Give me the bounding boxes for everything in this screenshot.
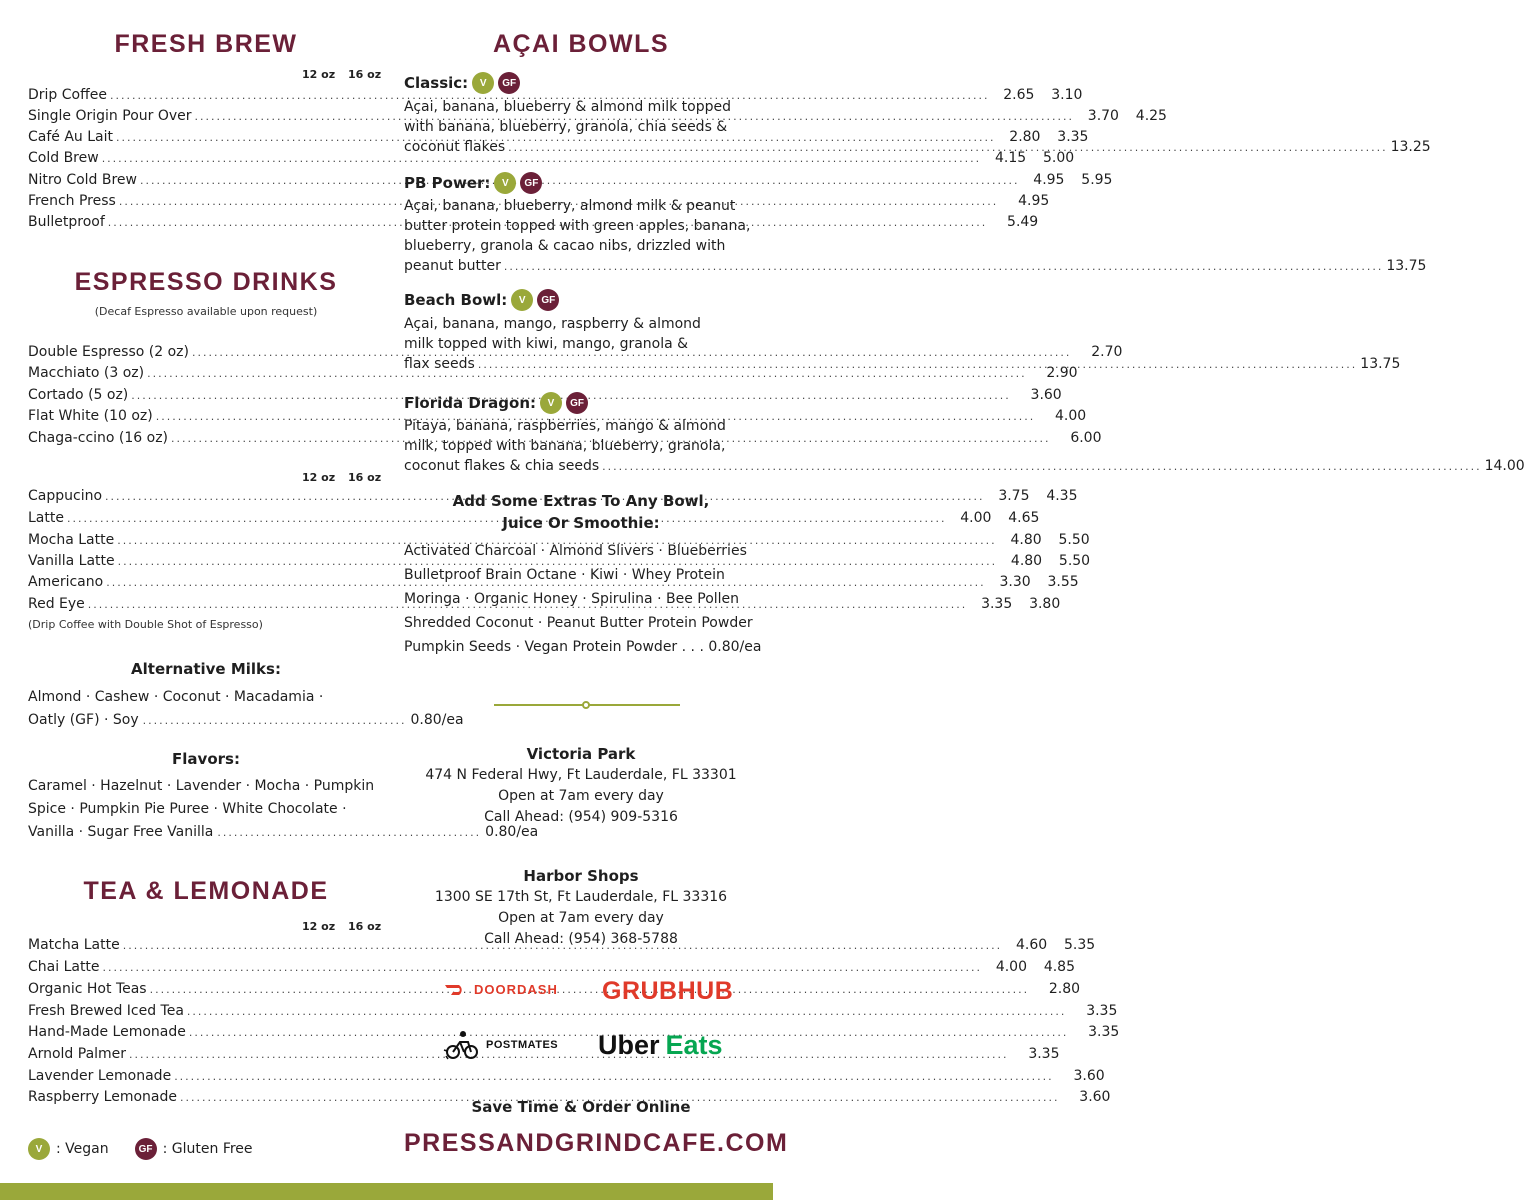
postmates-logo[interactable]: POSTMATES <box>444 1030 558 1060</box>
size-header-12: 12 oz <box>302 68 336 81</box>
extras-title-1: Add Some Extras To Any Bowl, <box>452 492 710 510</box>
grubhub-logo[interactable]: GRUBHUB <box>602 977 734 1005</box>
size-header-16: 16 oz <box>348 471 382 484</box>
location-victoria-park: Victoria Park 474 N Federal Hwy, Ft Lauderdale, FL 33301 Open at 7am every day Call Ahead: (954) 909-5316 <box>425 745 737 825</box>
menu-item: Americano ..... 3.30 3.55 <box>28 572 384 593</box>
bowl-florida-dragon-desc: Pitaya, banana, raspberries, mango & almond milk, topped with banana, blueberry, granola, coconut flakes & chia seeds ..... 14.00 <box>404 416 758 477</box>
menu-item: Drip Coffee ..... 2.65 3.10 <box>28 85 384 106</box>
vegan-badge-icon: V <box>472 72 494 94</box>
ornament-divider <box>494 700 680 710</box>
menu-item: Bulletproof ..... 5.49 <box>28 212 384 233</box>
menu-item: Lavender Lemonade ..... 3.60 <box>28 1066 384 1087</box>
menu-item: Latte ..... 4.00 4.65 <box>28 508 384 529</box>
menu-item: Café Au Lait ..... 2.80 3.35 <box>28 127 384 148</box>
menu-item: Organic Hot Teas ..... 2.80 <box>28 979 384 1000</box>
doordash-logo[interactable]: DOORDASH <box>444 982 558 997</box>
order-online-label: Save Time & Order Online <box>471 1098 691 1116</box>
flavors-title: Flavors: <box>172 750 240 768</box>
bowl-classic-desc: Açai, banana, blueberry & almond milk topped with banana, blueberry, granola, chia seeds & coconut flakes ..... 13.25 <box>404 97 758 158</box>
menu-item: Mocha Latte ..... 4.80 5.50 <box>28 530 384 551</box>
location-harbor-shops: Harbor Shops 1300 SE 17th St, Ft Lauderdale, FL 33316 Open at 7am every day Call Ahead: (954) 368-5788 <box>434 867 728 947</box>
extras-title-2: Juice Or Smoothie: <box>502 514 660 532</box>
menu-item: Cortado (5 oz) ..... 3.60 <box>28 385 384 406</box>
size-header-16: 16 oz <box>348 920 382 933</box>
vegan-badge-icon: V <box>28 1138 50 1160</box>
menu-item: Nitro Cold Brew ..... 4.95 5.95 <box>28 170 384 191</box>
menu-item: Vanilla Latte ..... 4.80 5.50 <box>28 551 384 572</box>
menu-item: Chaga-ccino (16 oz) ..... 6.00 <box>28 428 384 449</box>
gluten-free-badge-icon: GF <box>537 289 559 311</box>
bowl-pb-power-name: PB Power: V GF <box>404 172 542 194</box>
size-header-16: 16 oz <box>348 68 382 81</box>
decaf-note: (Decaf Espresso available upon request) <box>94 305 318 318</box>
menu-item: Fresh Brewed Iced Tea ..... 3.35 <box>28 1001 384 1022</box>
menu-item: Single Origin Pour Over ..... 3.70 4.25 <box>28 106 384 127</box>
fresh-brew-title: FRESH BREW <box>114 30 298 58</box>
website-link[interactable]: PRESSANDGRINDCAFE.COM <box>404 1129 789 1157</box>
bowl-pb-power-desc: Açai, banana, blueberry, almond milk & peanut butter protein topped with green apples, banana, blueberry, granola & cacao nibs, drizzled with peanut butter ..... 13.75 <box>404 196 758 277</box>
vegan-label: : Vegan <box>56 1141 109 1157</box>
size-header-12: 12 oz <box>302 471 336 484</box>
tea-title: TEA & LEMONADE <box>83 877 329 905</box>
bowl-classic-name: Classic: V GF <box>404 72 520 94</box>
menu-item: Matcha Latte ..... 4.60 5.35 <box>28 935 384 956</box>
gluten-free-badge-icon: GF <box>498 72 520 94</box>
menu-item: Hand-Made Lemonade ..... 3.35 <box>28 1022 384 1043</box>
menu-item: Macchiato (3 oz) ..... 2.90 <box>28 363 384 384</box>
alt-milks-title: Alternative Milks: <box>131 660 281 678</box>
flavors-list: Caramel · Hazelnut · Lavender · Mocha · Pumpkin Spice · Pumpkin Pie Puree · White Chocolate · Vanilla · Sugar Free Vanilla ................................................ 0.80/ea <box>28 778 539 840</box>
vegan-badge-icon: V <box>494 172 516 194</box>
size-header-12: 12 oz <box>302 920 336 933</box>
espresso-title: ESPRESSO DRINKS <box>74 268 338 296</box>
menu-item: Flat White (10 oz) ..... 4.00 <box>28 406 384 427</box>
bowl-florida-dragon-name: Florida Dragon: V GF <box>404 392 588 414</box>
bowl-beach-name: Beach Bowl: V GF <box>404 289 559 311</box>
extras-list: Activated Charcoal · Almond Slivers · Blueberries Bulletproof Brain Octane · Kiwi · Whey Protein Moringa · Organic Honey · Spirulina · Bee Pollen Shredded Coconut · Peanut Butter Protein Powder Pumpkin Seeds · Vegan Protein Powder . . . 0.80/ea <box>404 543 762 655</box>
menu-item: Chai Latte ..... 4.00 4.85 <box>28 957 384 978</box>
vegan-badge-icon: V <box>540 392 562 414</box>
postmates-courier-icon <box>444 1030 480 1060</box>
uber-eats-logo[interactable]: Uber Eats <box>598 1030 723 1060</box>
doordash-icon <box>444 983 468 997</box>
menu-item: Red Eye ..... 3.35 3.80 <box>28 594 384 615</box>
menu-item: Double Espresso (2 oz) ..... 2.70 <box>28 342 384 363</box>
menu-item: French Press ..... 4.95 <box>28 191 384 212</box>
diet-legend <box>28 1138 253 1160</box>
menu-item: Cold Brew ..... 4.15 5.00 <box>28 148 384 169</box>
red-eye-note: (Drip Coffee with Double Shot of Espresso) <box>28 618 263 631</box>
acai-title: AÇAI BOWLS <box>492 30 670 58</box>
gluten-free-label: : Gluten Free <box>162 1141 253 1157</box>
vegan-badge-icon: V <box>511 289 533 311</box>
gluten-free-badge-icon: GF <box>520 172 542 194</box>
gluten-free-badge-icon: GF <box>566 392 588 414</box>
menu-item: Arnold Palmer ..... 3.35 <box>28 1044 384 1065</box>
footer-bar <box>0 1183 773 1200</box>
alt-milks-list: Almond · Cashew · Coconut · Macadamia · Oatly (GF) · Soy ................................................ 0.80/ea <box>28 689 464 728</box>
bowl-beach-desc: Açai, banana, mango, raspberry & almond milk topped with kiwi, mango, granola & flax seeds ..... 13.75 <box>404 314 758 375</box>
menu-item: Cappucino ..... 3.75 4.35 <box>28 486 384 507</box>
menu-item: Raspberry Lemonade ..... 3.60 <box>28 1087 384 1108</box>
gluten-free-badge-icon: GF <box>135 1138 157 1160</box>
